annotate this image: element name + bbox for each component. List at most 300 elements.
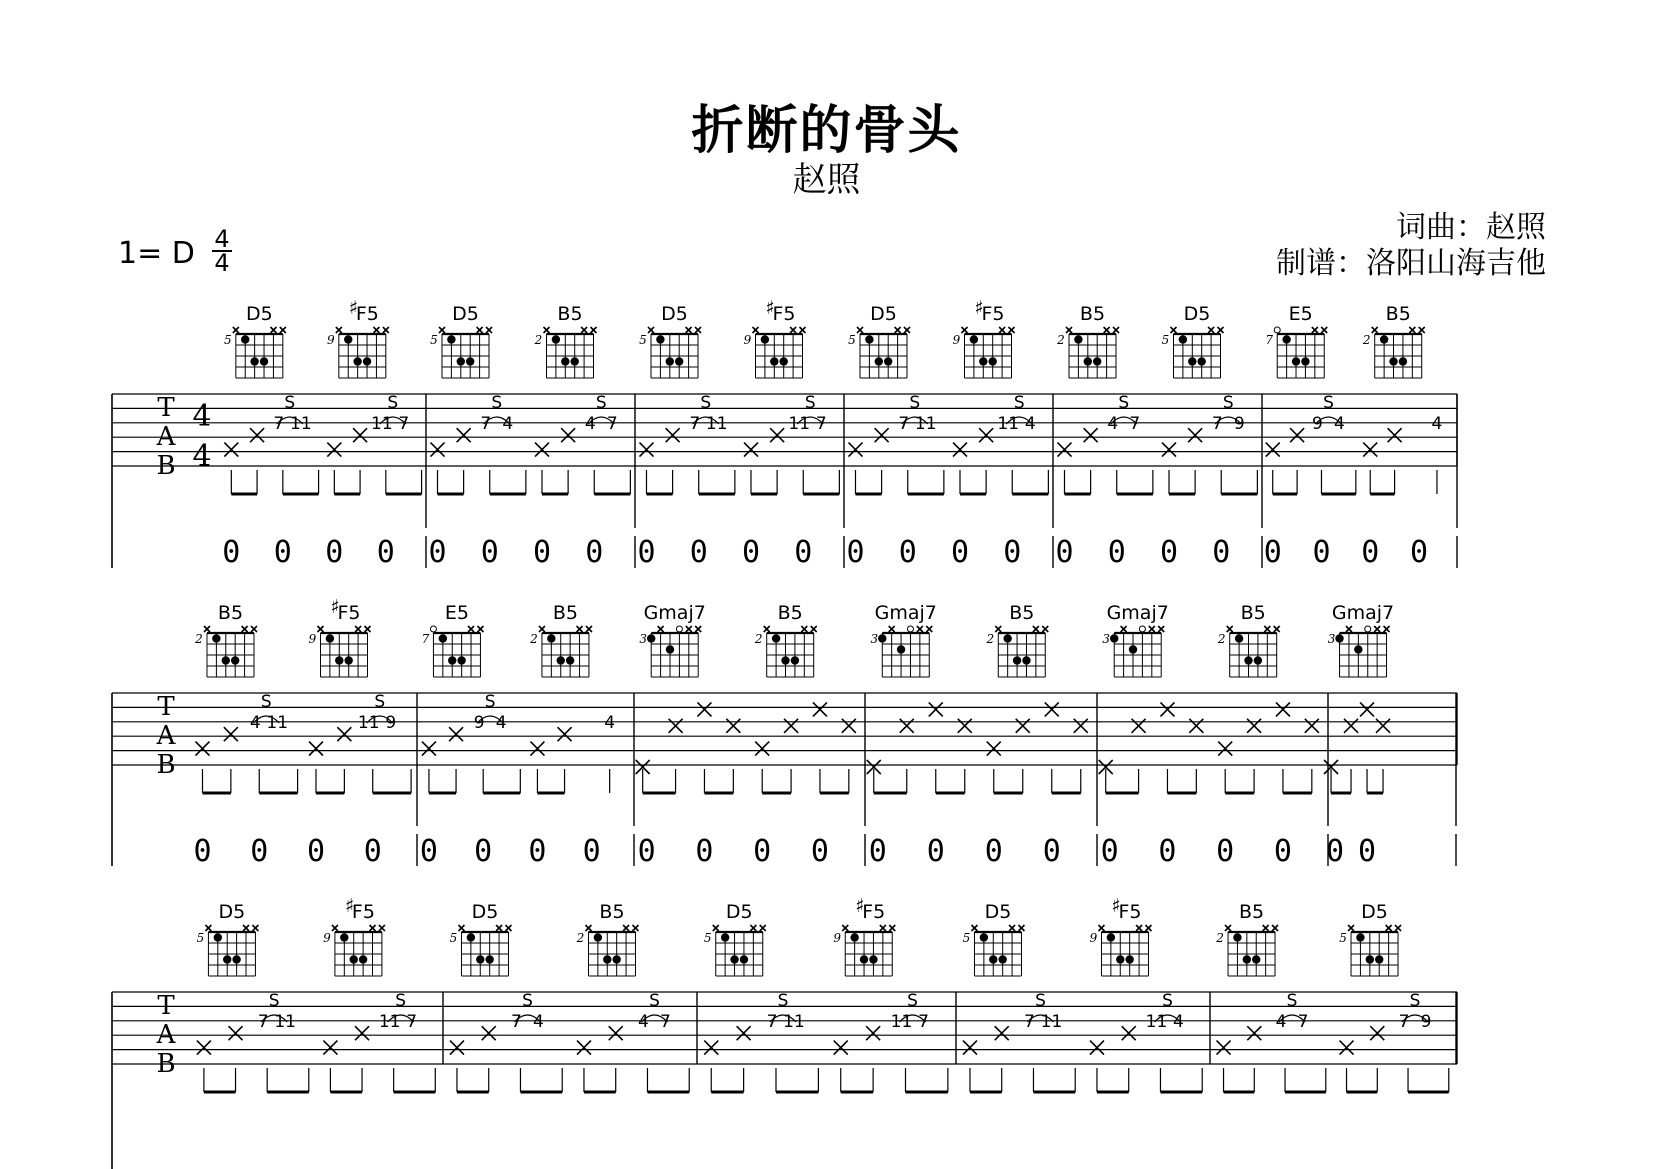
x-note (337, 727, 351, 741)
x-note (1363, 443, 1377, 457)
muted-string (332, 925, 338, 931)
chord-name: B5 (557, 303, 583, 325)
slide-label: S (491, 393, 503, 413)
slide (689, 393, 727, 434)
muted-string (439, 327, 445, 333)
slide (997, 393, 1035, 434)
chord-diagram (870, 602, 936, 677)
number-note: 0 (753, 834, 772, 869)
finger-dot (1356, 933, 1364, 941)
open-string (907, 626, 913, 632)
x-note (197, 1041, 211, 1055)
finger-dot (1243, 955, 1251, 963)
slide (250, 692, 288, 733)
number-note: 0 (1273, 834, 1292, 869)
number-note: 0 (1055, 535, 1074, 570)
chord-name: B5 (599, 901, 625, 923)
muted-string (1384, 626, 1390, 632)
x-note (995, 1026, 1009, 1040)
finger-dot (363, 357, 371, 365)
x-note (704, 1041, 718, 1055)
finger-dot (344, 656, 352, 664)
x-note (737, 1026, 751, 1040)
chord-name: B5 (217, 602, 244, 624)
chord-name: F5 (355, 303, 379, 325)
number-note: 0 (695, 834, 714, 869)
number-note: 0 (325, 535, 344, 570)
finger-dot (869, 955, 877, 963)
tab-letter-t: T (157, 692, 175, 722)
x-note (1016, 719, 1030, 733)
number-note: 0 (950, 535, 970, 570)
slide-label: S (395, 991, 407, 1011)
chord-name: F5 (1118, 901, 1142, 923)
chord-name: D5 (1183, 303, 1211, 325)
chord-diagram (704, 901, 766, 976)
tab-number: 7 (1211, 413, 1223, 434)
number-note: 0 (1263, 535, 1282, 570)
finger-dot (647, 634, 655, 642)
muted-string (1009, 925, 1015, 931)
muted-string (543, 327, 549, 333)
tab-number: 7 (257, 1011, 269, 1032)
muted-string (1419, 327, 1425, 333)
fret-number: 2 (1362, 333, 1371, 347)
muted-string (695, 626, 701, 632)
x-note (1376, 719, 1390, 733)
finger-dot (675, 357, 683, 365)
x-note (639, 443, 653, 457)
chord-name: B5 (1238, 901, 1265, 923)
chord-diagram (1339, 901, 1401, 976)
muted-string (926, 626, 932, 632)
muted-string (586, 626, 592, 632)
measure (846, 297, 1048, 570)
slide (1146, 991, 1184, 1032)
x-note (422, 742, 436, 756)
chord-name: Gmaj7 (643, 602, 706, 624)
slide-label: S (1409, 991, 1421, 1011)
slide (1276, 991, 1309, 1032)
muted-string (1374, 626, 1380, 632)
finger-dot (561, 357, 569, 365)
tab-letter-a: A (156, 1020, 176, 1050)
finger-dot (1084, 357, 1092, 365)
muted-string (505, 925, 511, 931)
tab-system (112, 297, 1457, 570)
chord-name: F5 (772, 303, 796, 325)
chord-diagram (1217, 602, 1280, 677)
measure (222, 297, 421, 570)
chord-name: B5 (777, 602, 803, 624)
fret-number: 7 (421, 632, 430, 646)
muted-string (577, 626, 583, 632)
sharp-sign: ♯ (330, 596, 340, 618)
finger-dot (1188, 357, 1196, 365)
finger-dot (1354, 645, 1362, 653)
number-note: 0 (376, 535, 395, 570)
finger-dot (552, 335, 560, 343)
x-note (229, 1026, 243, 1040)
tab-letter-a: A (156, 721, 176, 751)
finger-dot (594, 933, 602, 941)
finger-dot (1125, 955, 1133, 963)
muted-string (752, 327, 758, 333)
slide (891, 991, 929, 1032)
x-note (1290, 428, 1304, 442)
x-note (842, 719, 856, 733)
slide-label: S (260, 692, 272, 712)
x-note (1218, 742, 1232, 756)
muted-string (1066, 327, 1072, 333)
muted-string (842, 925, 848, 931)
chord-name: B5 (1385, 303, 1411, 325)
open-string (676, 626, 682, 632)
x-note (900, 719, 914, 733)
number-note: 0 (1159, 535, 1179, 570)
x-note (875, 428, 889, 442)
x-note (323, 1041, 337, 1055)
tab-number: 11 (890, 1011, 913, 1032)
muted-string (760, 925, 766, 931)
number-note: 0 (1158, 834, 1177, 869)
slide (898, 393, 936, 434)
x-note (1045, 702, 1059, 716)
slide (767, 991, 805, 1032)
chord-diagram (833, 895, 895, 976)
muted-string (1042, 626, 1048, 632)
number-note: 0 (637, 834, 656, 869)
muted-string (1136, 925, 1142, 931)
finger-dot (1335, 634, 1343, 642)
muted-string (1018, 925, 1024, 931)
number-note: 0 (306, 834, 326, 869)
fret-number: 9 (952, 333, 961, 347)
chord-name: D5 (870, 303, 897, 325)
x-note (1370, 1026, 1384, 1040)
finger-dot (1380, 335, 1388, 343)
muted-string (242, 626, 248, 632)
finger-dot (970, 335, 978, 343)
muted-string (243, 925, 249, 931)
muted-string (857, 327, 863, 333)
finger-dot (353, 357, 361, 365)
muted-string (539, 626, 545, 632)
x-note (224, 443, 238, 457)
slide-label: S (700, 393, 712, 413)
number-note: 0 (1212, 535, 1231, 570)
x-note (558, 727, 572, 741)
x-note (929, 702, 943, 716)
finger-dot (1399, 357, 1407, 365)
slide-label: S (484, 692, 496, 712)
x-note (848, 443, 862, 457)
muted-string (1227, 626, 1233, 632)
slide (585, 393, 618, 434)
chord-name: D5 (661, 303, 688, 325)
finger-dot (485, 955, 493, 963)
chord-diagram (534, 303, 597, 378)
tab-number: 4 (1173, 1011, 1184, 1032)
finger-dot (214, 933, 222, 941)
fret-number: 2 (754, 632, 763, 646)
number-note: 0 (741, 535, 761, 570)
finger-dot (1107, 933, 1115, 941)
tab-system (112, 895, 1457, 1169)
muted-string (1149, 626, 1155, 632)
fret-number: 9 (323, 931, 331, 945)
fret-number: 5 (639, 333, 647, 347)
muted-string (585, 925, 591, 931)
finger-dot (1252, 955, 1260, 963)
muted-string (280, 327, 286, 333)
number-note: 0 (1107, 535, 1126, 570)
muted-string (889, 626, 895, 632)
muted-string (999, 327, 1005, 333)
x-note (450, 1041, 464, 1055)
muted-string (270, 327, 276, 333)
tab-number: 9 (1312, 413, 1323, 434)
measure (1215, 901, 1449, 1092)
finger-dot (1244, 656, 1252, 664)
time-signature-top: 4 (214, 225, 230, 253)
finger-dot (250, 357, 258, 365)
finger-dot (1116, 955, 1124, 963)
sharp-sign: ♯ (348, 297, 358, 319)
measure (636, 602, 856, 869)
slide-label: S (909, 393, 921, 413)
finger-dot (241, 335, 249, 343)
tab-time-sig-top: 4 (192, 399, 212, 434)
tab-number: 7 (480, 413, 492, 434)
muted-string (1321, 327, 1327, 333)
tab-number: 7 (273, 413, 285, 434)
tab-number: 4 (533, 1011, 544, 1032)
tab-number: 11 (788, 413, 811, 434)
fret-number: 5 (430, 333, 438, 347)
finger-dot (1179, 335, 1187, 343)
muted-string (811, 626, 817, 632)
fret-number: 3 (1327, 632, 1336, 646)
number-note: 0 (250, 834, 269, 869)
x-note (866, 1026, 880, 1040)
x-note (1217, 1041, 1231, 1055)
tab-number: 9 (1420, 1011, 1432, 1032)
fret-number: 3 (639, 632, 648, 646)
number-note: 0 (1100, 834, 1119, 869)
finger-dot (350, 955, 358, 963)
finger-dot (457, 656, 465, 664)
x-note (482, 1026, 496, 1040)
muted-string (1386, 925, 1392, 931)
tab-number: 7 (398, 413, 410, 434)
chord-name: D5 (471, 901, 499, 923)
muted-string (1217, 327, 1223, 333)
finger-dot (865, 335, 873, 343)
chord-diagram (1362, 303, 1425, 378)
x-note (355, 1026, 369, 1040)
x-note (1132, 719, 1146, 733)
x-note (535, 443, 549, 457)
finger-dot (860, 955, 868, 963)
finger-dot (326, 634, 334, 642)
finger-dot (223, 955, 231, 963)
finger-dot (666, 645, 674, 653)
chord-name: F5 (337, 602, 361, 624)
fret-number: 7 (1265, 333, 1274, 347)
slide-label: S (595, 393, 607, 413)
x-note (1122, 1026, 1136, 1040)
muted-string (370, 925, 376, 931)
finger-dot (344, 335, 352, 343)
finger-dot (1197, 357, 1205, 365)
finger-dot (1013, 656, 1021, 664)
tab-number: 7 (1398, 1011, 1410, 1032)
muted-string (1033, 626, 1039, 632)
number-note: 0 (193, 834, 212, 869)
fret-number: 3 (1102, 632, 1111, 646)
chord-diagram (985, 602, 1048, 677)
sharp-sign: ♯ (1111, 895, 1121, 917)
finger-dot (850, 933, 858, 941)
x-note (1360, 702, 1374, 716)
muted-string (1008, 327, 1014, 333)
x-note (1057, 443, 1071, 457)
muted-string (971, 925, 977, 931)
fret-number: 5 (449, 931, 458, 945)
tab-number: 11 (266, 712, 289, 733)
tab-number: 7 (918, 1011, 929, 1032)
x-note (1162, 443, 1176, 457)
x-note (963, 1041, 977, 1055)
fret-number: 2 (576, 931, 585, 945)
tab-number: 7 (660, 1011, 671, 1032)
slide (474, 692, 507, 733)
x-note (430, 443, 444, 457)
tab-number: 11 (290, 413, 312, 434)
finger-dot (547, 634, 555, 642)
muted-string (1409, 327, 1415, 333)
x-note (250, 428, 264, 442)
muted-string (1158, 626, 1164, 632)
artist-name: 赵照 (792, 160, 861, 200)
muted-string (1225, 925, 1231, 931)
tab-letter-a: A (156, 422, 176, 452)
finger-dot (761, 335, 769, 343)
muted-string (658, 626, 664, 632)
tab-number: 11 (1040, 1011, 1063, 1032)
chord-diagram (430, 303, 492, 378)
finger-dot (979, 357, 987, 365)
finger-dot (447, 335, 455, 343)
muted-string (486, 327, 492, 333)
finger-dot (897, 645, 905, 653)
tab-number: 7 (766, 1011, 778, 1032)
number-note: 0 (273, 535, 292, 570)
tab-number: 7 (511, 1011, 522, 1032)
finger-dot (457, 357, 465, 365)
x-note (726, 719, 740, 733)
muted-string (1272, 925, 1278, 931)
tab-number: 7 (898, 413, 910, 434)
muted-string (1104, 327, 1110, 333)
fret-number: 5 (196, 931, 205, 945)
x-note (1340, 1041, 1354, 1055)
chord-name: E5 (1288, 303, 1313, 325)
muted-string (904, 327, 910, 333)
tab-letter-t: T (157, 393, 175, 423)
slide-label: S (1118, 393, 1130, 413)
muted-string (336, 327, 342, 333)
x-note (195, 742, 209, 756)
chord-diagram (529, 602, 592, 677)
measure (1099, 602, 1319, 869)
muted-string (204, 626, 210, 632)
finger-dot (359, 955, 367, 963)
finger-dot (335, 656, 343, 664)
finger-dot (476, 955, 484, 963)
x-note (770, 428, 784, 442)
muted-string (1170, 327, 1176, 333)
measure (450, 901, 690, 1092)
measure (637, 297, 839, 570)
finger-dot (467, 933, 475, 941)
x-note (666, 428, 680, 442)
finger-dot (260, 357, 268, 365)
slide (258, 991, 296, 1032)
tab-number: 7 (815, 413, 827, 434)
muted-string (205, 925, 211, 931)
finger-dot (1375, 955, 1383, 963)
muted-string (383, 327, 389, 333)
number-note: 0 (984, 834, 1003, 869)
fret-number: 9 (833, 931, 842, 945)
tab-number: 4 (638, 1011, 649, 1032)
chord-diagram (1328, 602, 1394, 677)
muted-string (1113, 327, 1119, 333)
finger-dot (989, 955, 997, 963)
fret-number: 3 (870, 632, 879, 646)
finger-dot (1074, 335, 1082, 343)
finger-dot (875, 357, 883, 365)
chord-name: Gmaj7 (1106, 602, 1169, 624)
muted-string (590, 327, 596, 333)
fret-number: 5 (1161, 333, 1170, 347)
fret-number: 5 (703, 931, 712, 945)
finger-dot (980, 933, 988, 941)
x-note (561, 428, 575, 442)
slide (273, 393, 311, 434)
finger-dot (231, 656, 239, 664)
tab-letter-b: B (156, 750, 176, 780)
slide-label: S (649, 991, 660, 1011)
x-note (669, 719, 683, 733)
finger-dot (770, 357, 778, 365)
tab-time-sig-bottom: 4 (192, 439, 212, 474)
slide (511, 991, 544, 1032)
x-note (1189, 719, 1203, 733)
fret-number: 2 (1216, 931, 1224, 945)
tab-number: 4 (1024, 413, 1036, 434)
muted-string (686, 327, 692, 333)
finger-dot (781, 656, 789, 664)
chord-diagram (744, 297, 806, 378)
x-note (1344, 719, 1358, 733)
fret-number: 2 (530, 632, 538, 646)
finger-dot (612, 955, 620, 963)
tab-number: 7 (1297, 1011, 1309, 1032)
chord-name: D5 (452, 303, 479, 325)
